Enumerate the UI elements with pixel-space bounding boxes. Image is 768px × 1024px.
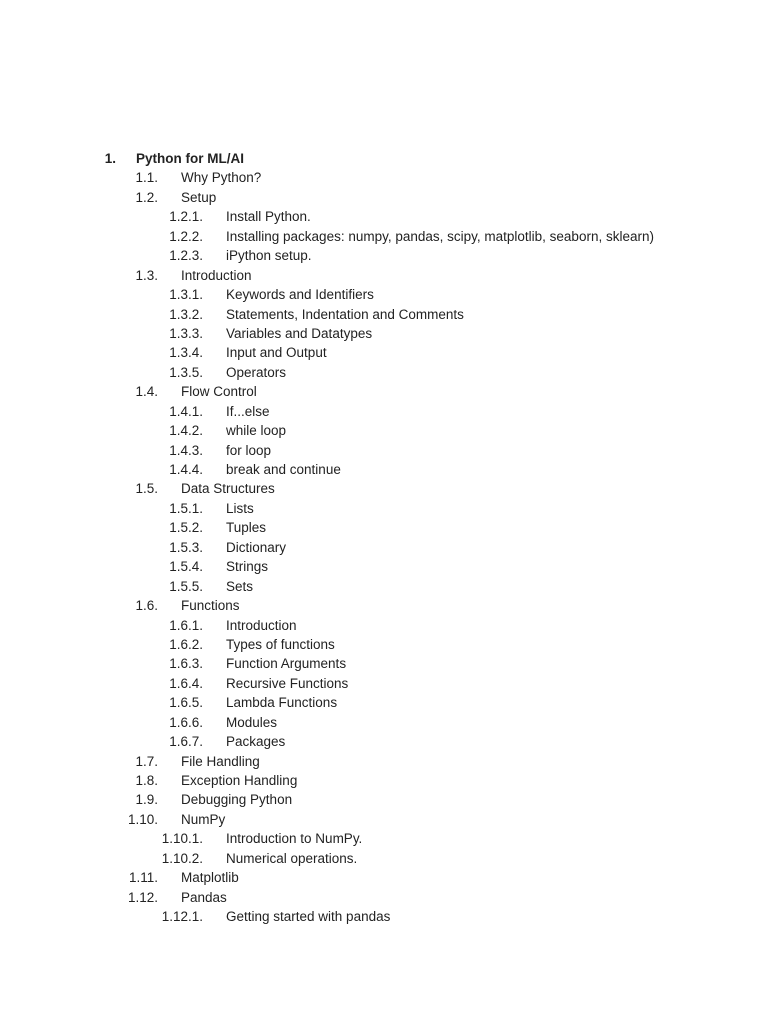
outline-item-number: 1.10.1. xyxy=(161,831,203,847)
outline-item-level-3 xyxy=(0,460,768,479)
outline-item-label: Installing packages: numpy, pandas, scipy, matplotlib, seaborn, sklearn) xyxy=(226,228,654,244)
outline-item-level-3 xyxy=(0,285,768,304)
outline-item-number: 1.2.2. xyxy=(169,228,203,244)
outline-item-level-3 xyxy=(0,227,768,246)
outline-item-level-3 xyxy=(0,421,768,440)
outline-item-number: 1.6.6. xyxy=(169,714,203,730)
outline-item-number: 1.8. xyxy=(135,773,158,788)
outline-item-level-2 xyxy=(0,596,768,615)
outline-item-level-3 xyxy=(0,499,768,518)
outline-item-level-3 xyxy=(0,713,768,732)
outline-item-level-3 xyxy=(0,635,768,654)
document-outline xyxy=(0,149,768,927)
outline-item-label: for loop xyxy=(226,442,272,458)
outline-item-number: 1.6.2. xyxy=(169,636,203,652)
outline-item-label: Introduction xyxy=(181,267,252,283)
outline-item-number: 1.6.3. xyxy=(169,656,203,672)
outline-item-level-2 xyxy=(0,868,768,887)
outline-item-number: 1.3. xyxy=(135,267,158,283)
outline-item-number: 1.5. xyxy=(135,481,158,497)
outline-item-number: 1.3.3. xyxy=(169,325,203,341)
outline-item-label: If...else xyxy=(226,403,270,419)
outline-item-number: 1.1. xyxy=(135,170,158,186)
outline-item-number: 1.10.2. xyxy=(161,850,203,866)
outline-item-label: Keywords and Identifiers xyxy=(226,287,374,303)
outline-item-level-3 xyxy=(0,538,768,557)
outline-item-number: 1.5.4. xyxy=(169,559,203,575)
outline-item-level-3 xyxy=(0,441,768,460)
outline-item-label: Operators xyxy=(226,364,287,380)
outline-item-label: Modules xyxy=(226,714,278,730)
outline-item-number: 1.5.5. xyxy=(169,578,203,594)
outline-item-number: 1.5.3. xyxy=(169,539,203,555)
outline-item-label: Install Python. xyxy=(226,209,311,225)
outline-item-label: Dictionary xyxy=(226,539,287,555)
outline-item-number: 1.4.1. xyxy=(169,403,203,419)
outline-item-number: 1.9. xyxy=(135,792,158,808)
outline-item-number: 1.2.1. xyxy=(169,209,203,225)
outline-item-label: Function Arguments xyxy=(226,656,347,672)
outline-item-number: 1.2. xyxy=(135,189,158,205)
outline-item-level-3 xyxy=(0,907,768,926)
outline-item-number: 1.10. xyxy=(127,811,158,827)
outline-item-number: 1.6.4. xyxy=(169,675,203,691)
outline-item-level-3 xyxy=(0,616,768,635)
outline-item-level-2 xyxy=(0,479,768,498)
outline-item-number: 1.5.2. xyxy=(169,520,203,536)
outline-item-number: 1.3.2. xyxy=(169,306,203,322)
outline-item-level-3 xyxy=(0,577,768,596)
outline-item-label: Packages xyxy=(226,734,286,750)
outline-item-label: Types of functions xyxy=(226,636,335,652)
outline-item-level-3 xyxy=(0,305,768,324)
outline-item-level-3 xyxy=(0,693,768,712)
outline-item-level-3 xyxy=(0,557,768,576)
outline-item-number: 1.4.4. xyxy=(169,462,203,477)
outline-item-level-2 xyxy=(0,382,768,401)
outline-item-level-2 xyxy=(0,810,768,829)
outline-item-label: Introduction to NumPy. xyxy=(226,831,363,847)
outline-item-level-2 xyxy=(0,888,768,907)
outline-item-label: Lists xyxy=(226,500,254,516)
outline-item-label: File Handling xyxy=(181,753,260,769)
outline-item-label: Sets xyxy=(226,578,254,594)
outline-item-number: 1.11. xyxy=(128,870,158,886)
outline-item-number: 1. xyxy=(104,151,116,166)
outline-item-label: Functions xyxy=(181,598,240,614)
outline-item-level-3 xyxy=(0,402,768,421)
outline-item-level-2 xyxy=(0,188,768,207)
outline-item-number: 1.3.1. xyxy=(169,287,203,303)
outline-item-label: Strings xyxy=(226,559,269,575)
outline-item-level-3 xyxy=(0,654,768,673)
outline-item-number: 1.6. xyxy=(135,598,158,614)
outline-item-level-3 xyxy=(0,207,768,226)
outline-item-label: Python for ML/AI xyxy=(136,151,244,166)
outline-item-number: 1.12.1. xyxy=(161,909,203,925)
outline-item-number: 1.7. xyxy=(135,753,158,769)
outline-item-label: while loop xyxy=(226,423,287,439)
outline-item-label: Debugging Python xyxy=(181,792,293,808)
outline-item-label: Flow Control xyxy=(181,384,257,400)
outline-item-level-3 xyxy=(0,343,768,362)
outline-item-level-3 xyxy=(0,363,768,382)
outline-item-label: Pandas xyxy=(181,889,227,905)
outline-item-level-2 xyxy=(0,771,768,790)
outline-item-level-3 xyxy=(0,246,768,265)
outline-item-level-3 xyxy=(0,849,768,868)
outline-item-label: Matplotlib xyxy=(181,870,239,886)
outline-item-level-3 xyxy=(0,829,768,848)
outline-item-number: 1.4. xyxy=(135,384,158,400)
outline-item-label: Variables and Datatypes xyxy=(226,325,373,341)
outline-item-label: Why Python? xyxy=(181,170,262,186)
outline-item-level-1 xyxy=(0,149,768,168)
outline-item-label: Introduction xyxy=(226,617,297,633)
outline-item-number: 1.3.5. xyxy=(169,364,203,380)
outline-item-number: 1.6.5. xyxy=(169,695,203,711)
outline-item-label: Statements, Indentation and Comments xyxy=(226,306,464,322)
outline-item-level-3 xyxy=(0,732,768,751)
outline-item-level-2 xyxy=(0,752,768,771)
outline-item-level-3 xyxy=(0,674,768,693)
outline-item-label: Input and Output xyxy=(226,345,327,361)
outline-item-level-2 xyxy=(0,266,768,285)
outline-item-label: Numerical operations. xyxy=(226,850,358,866)
outline-item-level-2 xyxy=(0,790,768,809)
outline-item-label: Getting started with pandas xyxy=(226,909,391,925)
outline-item-label: break and continue xyxy=(226,462,341,477)
outline-item-number: 1.5.1. xyxy=(169,500,203,516)
outline-item-level-2 xyxy=(0,168,768,187)
outline-item-number: 1.6.1. xyxy=(169,617,203,633)
outline-item-number: 1.12. xyxy=(127,889,158,905)
outline-item-label: Data Structures xyxy=(181,481,275,497)
outline-item-label: NumPy xyxy=(181,811,226,827)
outline-item-label: Tuples xyxy=(226,520,267,536)
outline-item-label: Exception Handling xyxy=(181,773,298,788)
outline-item-label: Setup xyxy=(181,189,217,205)
outline-item-number: 1.2.3. xyxy=(169,248,203,264)
outline-item-level-3 xyxy=(0,518,768,537)
outline-item-number: 1.4.2. xyxy=(169,423,203,439)
outline-item-label: iPython setup. xyxy=(226,248,312,264)
outline-item-label: Recursive Functions xyxy=(226,675,349,691)
outline-item-number: 1.3.4. xyxy=(169,345,203,361)
outline-item-number: 1.6.7. xyxy=(169,734,203,750)
outline-item-level-3 xyxy=(0,324,768,343)
outline-item-number: 1.4.3. xyxy=(169,442,203,458)
outline-item-label: Lambda Functions xyxy=(226,695,338,711)
